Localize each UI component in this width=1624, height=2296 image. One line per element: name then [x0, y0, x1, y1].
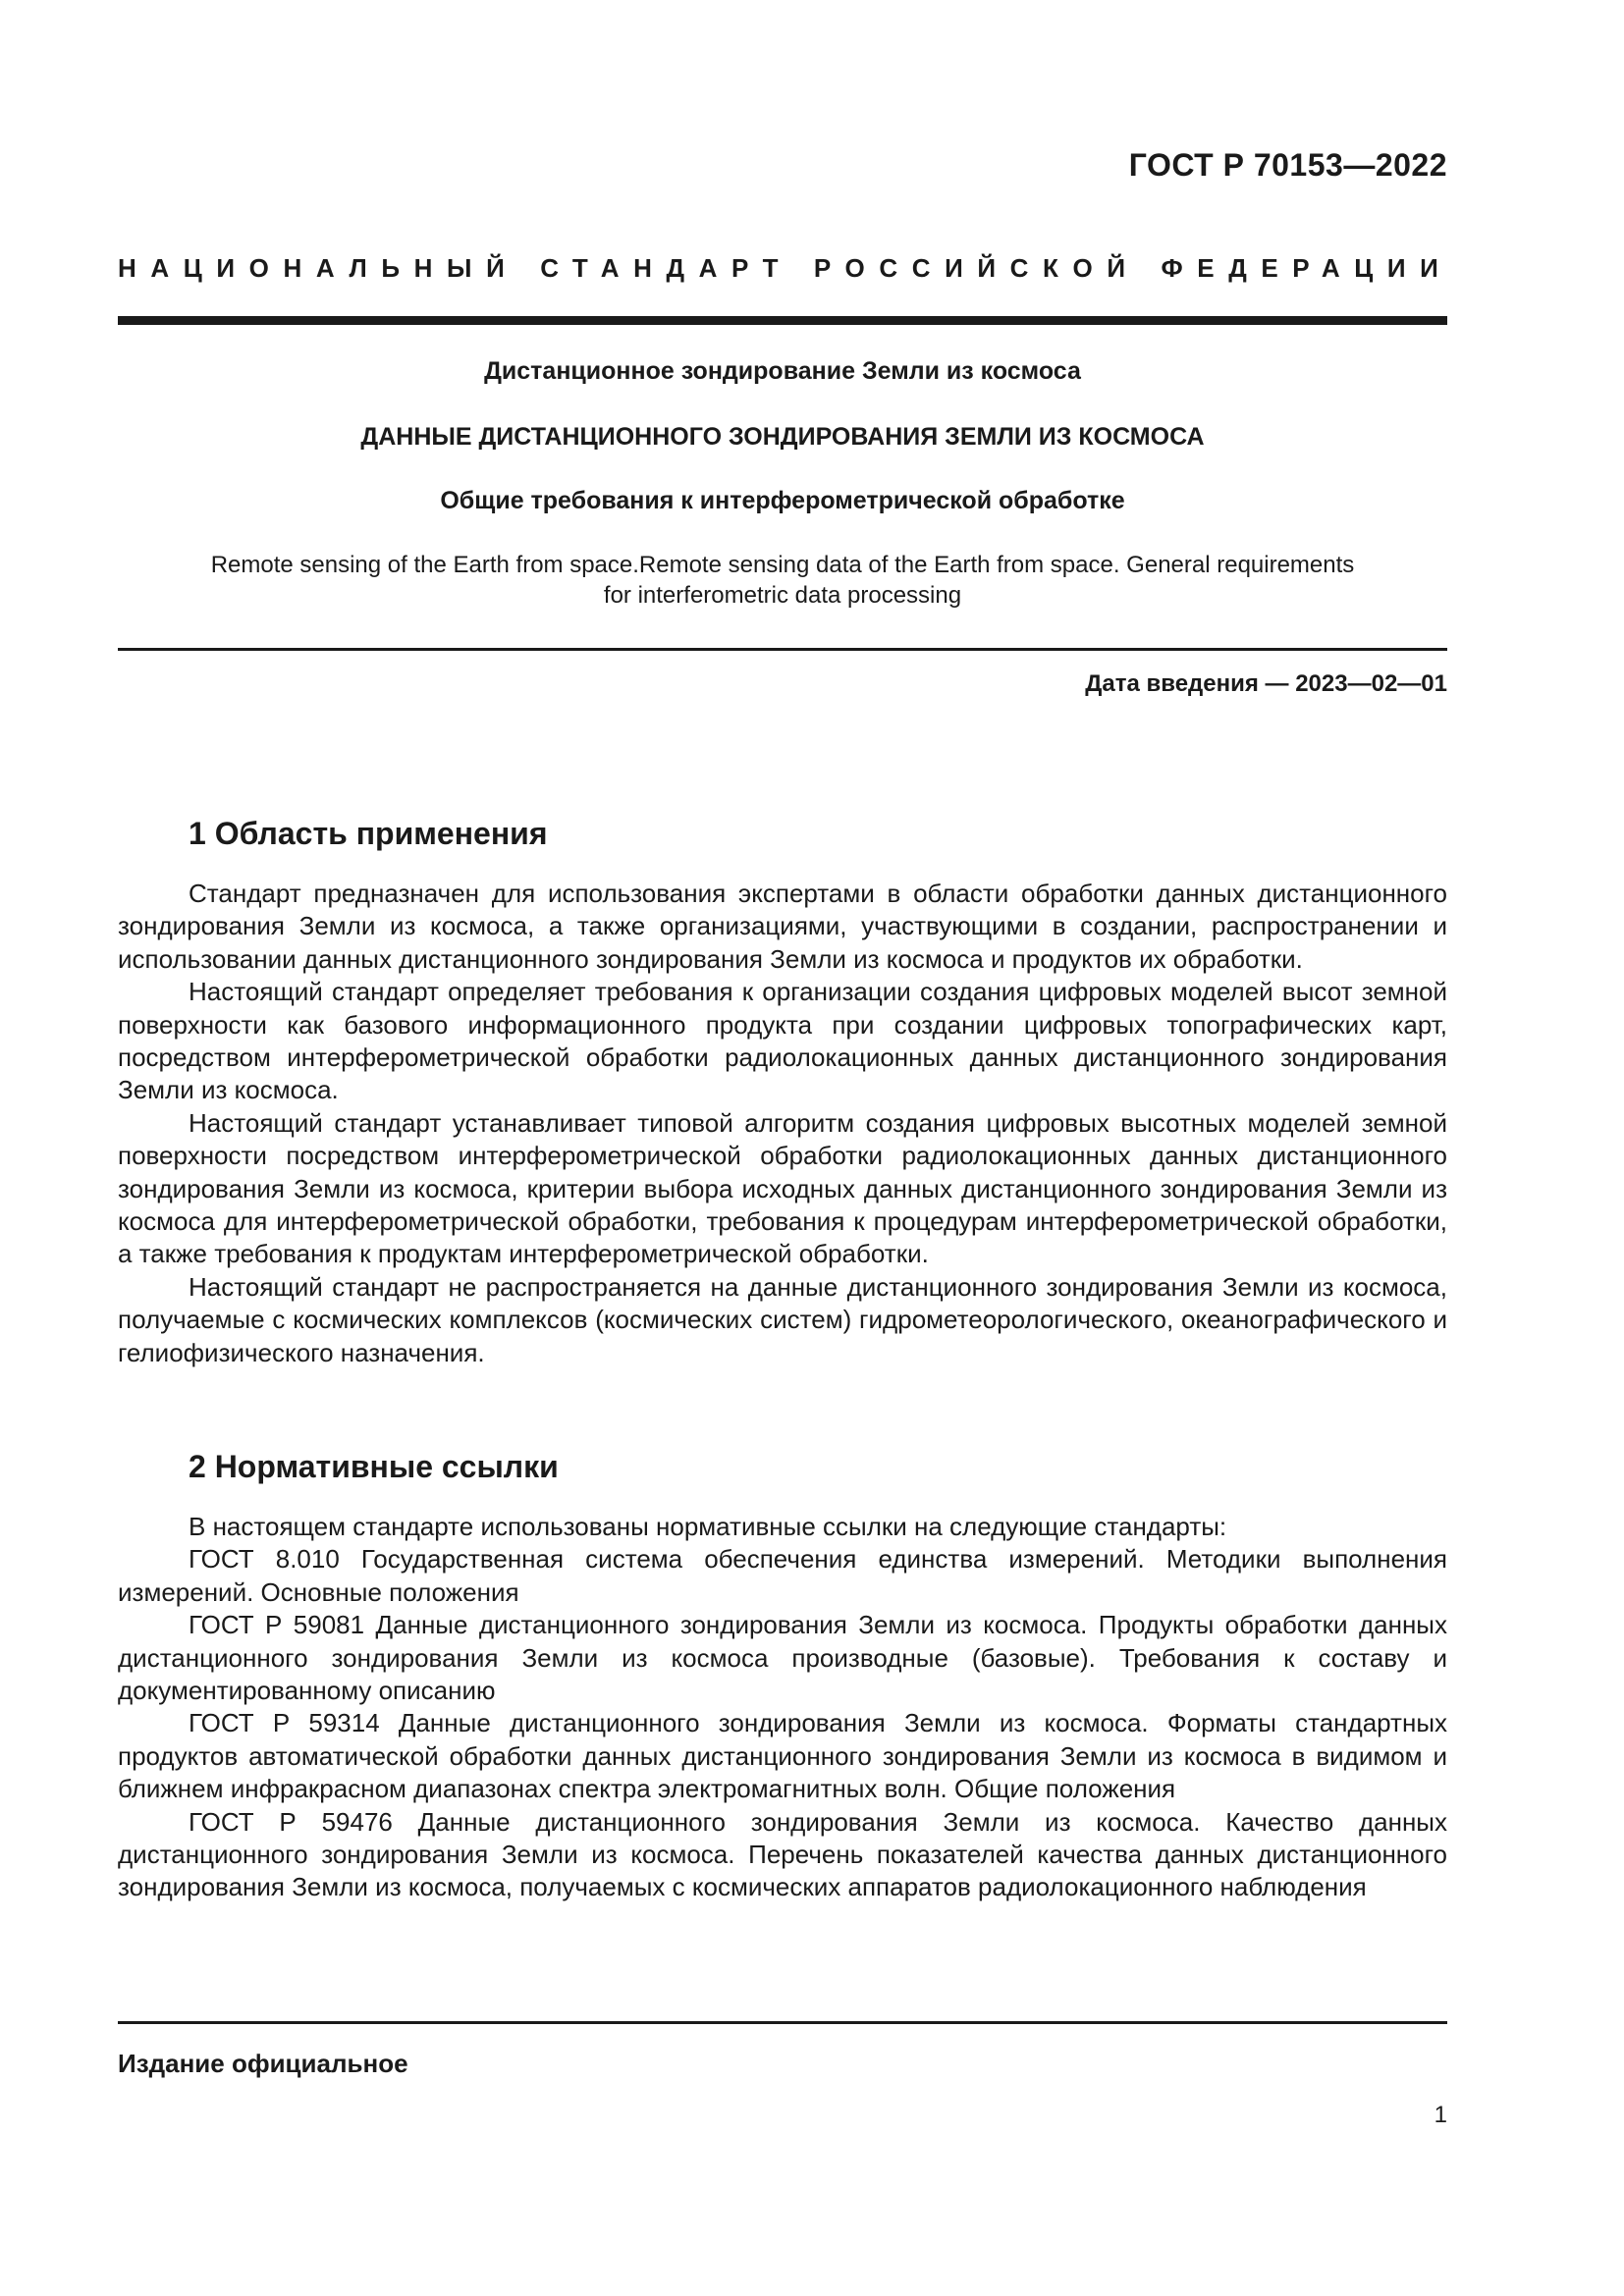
english-title-line: Remote sensing of the Earth from space.Remote sensing data of the Earth from space. General requirements [210, 552, 1355, 578]
paragraph: Настоящий стандарт определяет требования к организации создания цифровых моделей высот земной поверхности как базового информационного продукта при создании цифровых топографических карт, посредством интерферометрической обработки радиолокационных данных дистанционного зондирования Земли из космоса. [118, 977, 1447, 1105]
reference-item: ГОСТ Р 59314 Данные дистанционного зондирования Земли из космоса. Форматы стандартных продуктов автоматической обработки данных дистанционного зондирования Земли из космоса в видимом и ближнем инфракрасном диапазонах спектра электромагнитных волн. Общие положения [118, 1708, 1447, 1804]
section-body [118, 1511, 1447, 1904]
reference-item: ГОСТ Р 59476 Данные дистанционного зондирования Земли из космоса. Качество данных дистанционного зондирования Земли из космоса. Перечень показателей качества данных дистанционного зондирования Земли из космоса, получаемых с космических аппаратов радиолокационного наблюдения [118, 1806, 1447, 1902]
header-divider [118, 316, 1447, 325]
document-subtitle-series: Дистанционное зондирование Земли из космоса [484, 357, 1081, 385]
paragraph: Настоящий стандарт устанавливает типовой алгоритм создания цифровых высотных моделей земной поверхности посредством интерферометрической обработки радиолокационных данных дистанционного зондирования Земли из космоса, критерии выбора исходных данных дистанционного зондирования Земли из космоса для интерферометрической обработки, требования к процедурам интерферометрической обработки, а также требования к продуктам интерферометрической обработки. [118, 1107, 1447, 1269]
title-divider [118, 648, 1447, 651]
reference-item: ГОСТ 8.010 Государственная система обеспечения единства измерений. Методики выполнения измерений. Основные положения [118, 1544, 1447, 1607]
national-standard-heading: НАЦИОНАЛЬНЫЙ СТАНДАРТ РОССИЙСКОЙ ФЕДЕРАЦИИ [118, 253, 1453, 283]
document-title: ДАННЫЕ ДИСТАНЦИОННОГО ЗОНДИРОВАНИЯ ЗЕМЛИ ИЗ КОСМОСА [360, 423, 1205, 451]
document-subtitle: Общие требования к интерферометрической обработке [440, 487, 1125, 514]
section-body [118, 878, 1447, 1369]
reference-item: ГОСТ Р 59081 Данные дистанционного зондирования Земли из космоса. Продукты обработки данных дистанционного зондирования Земли из космоса производные (базовые). Требования к составу и документированному описанию [118, 1610, 1447, 1706]
paragraph: Настоящий стандарт не распространяется на данные дистанционного зондирования Земли из космоса, получаемые с космических комплексов (космических систем) гидрометеорологического, океанографического и гелиофизического назначения. [118, 1271, 1447, 1367]
introduction-date: Дата введения — 2023—02—01 [1085, 670, 1447, 697]
official-edition-label: Издание официальное [118, 2049, 408, 2078]
section-heading: 1 Область применения [189, 816, 548, 851]
standard-designation: ГОСТ Р 70153—2022 [1128, 147, 1447, 183]
section-heading: 2 Нормативные ссылки [189, 1449, 559, 1484]
english-title-line: for interferometric data processing [603, 582, 962, 609]
english-title [118, 550, 1447, 611]
paragraph: В настоящем стандарте использованы нормативные ссылки на следующие стандарты: [189, 1512, 1227, 1541]
page-number: 1 [1434, 2102, 1447, 2128]
paragraph: Стандарт предназначен для использования экспертами в области обработки данных дистанционного зондирования Земли из космоса, а также организациями, участвующими в создании, распространении и использовании данных дистанционного зондирования Земли из космоса и продуктов их обработки. [118, 879, 1447, 974]
footer-divider [118, 2021, 1447, 2024]
